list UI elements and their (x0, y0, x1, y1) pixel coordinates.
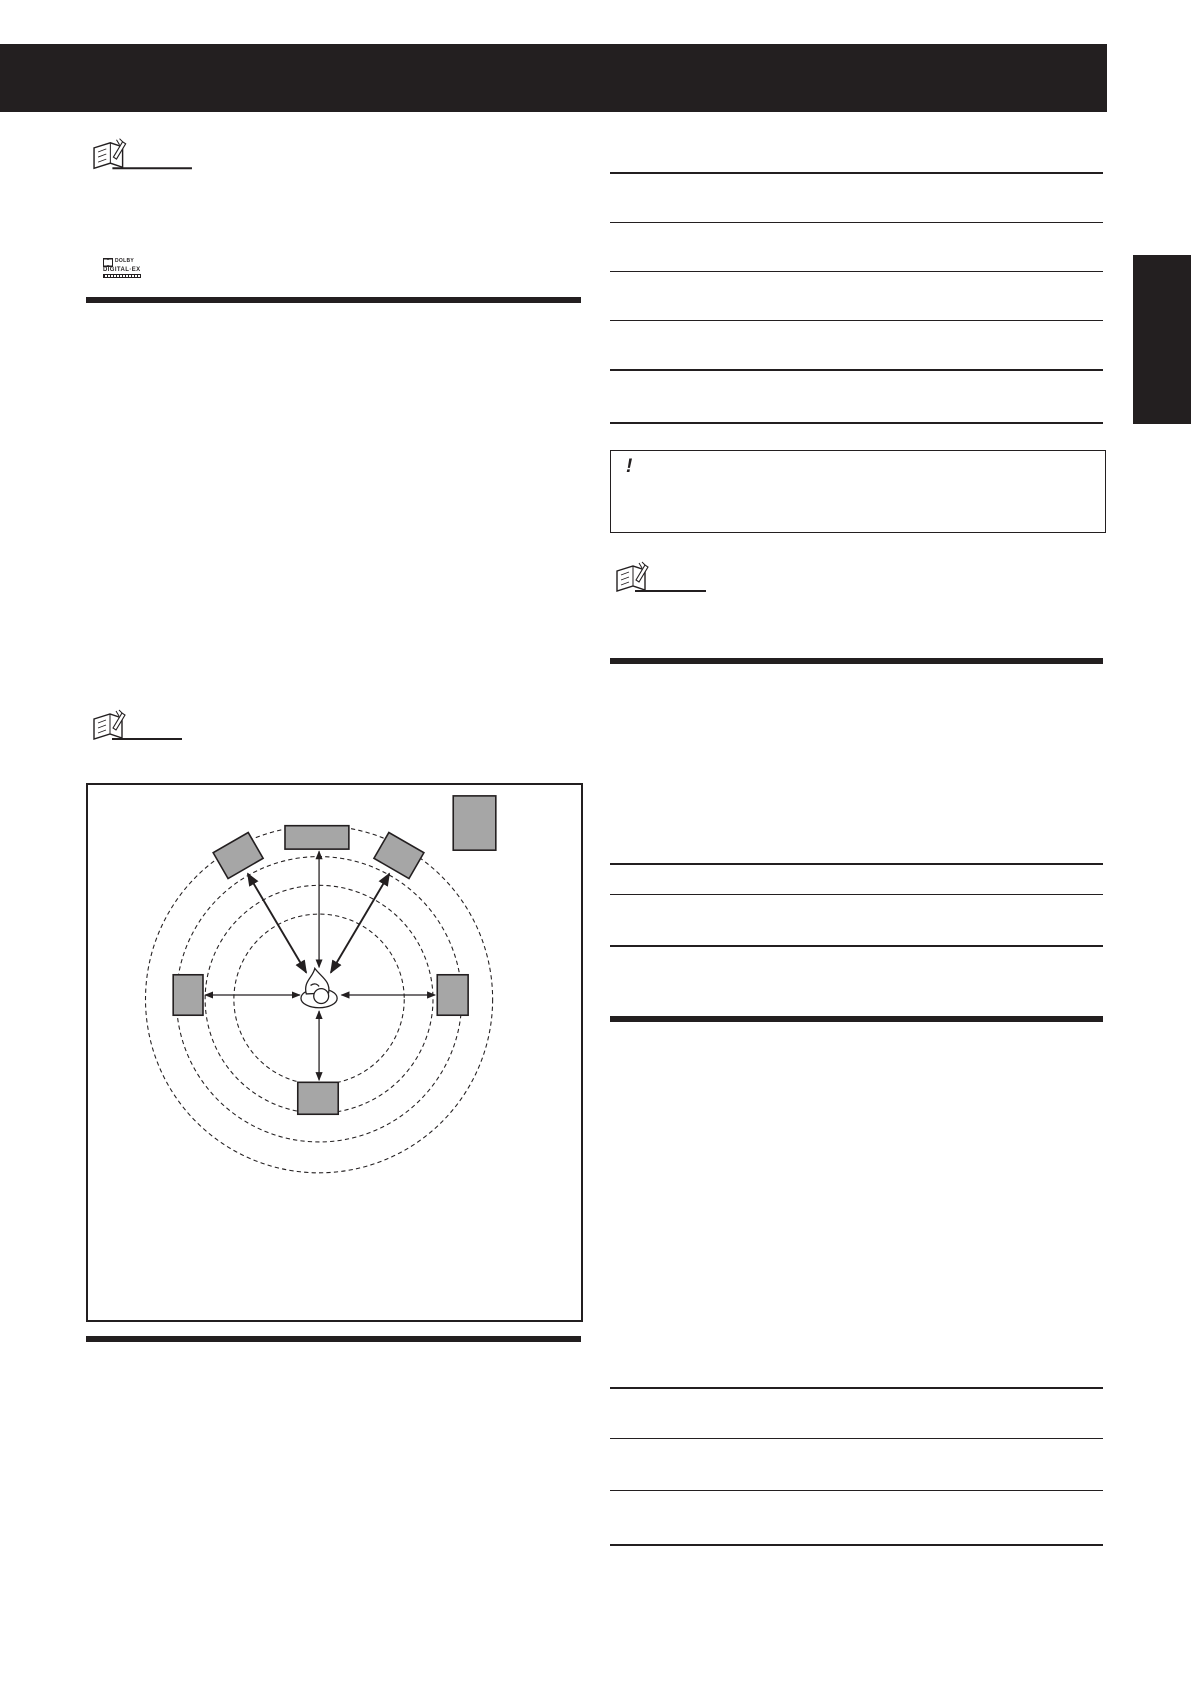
table-rule (610, 422, 1103, 424)
table-rule (610, 1438, 1103, 1439)
caution-box (610, 450, 1106, 533)
exclamation-icon: ! (626, 456, 633, 477)
section-rule (610, 658, 1103, 664)
speaker-layout-diagram (86, 783, 583, 1322)
table-rule (610, 271, 1103, 272)
note-icon (92, 709, 184, 741)
section-rule (86, 297, 581, 303)
center-speaker-icon (285, 826, 349, 849)
right-surround-speaker-icon (437, 975, 468, 1015)
surround-back-speaker-icon (298, 1082, 338, 1114)
note-icon (615, 561, 708, 593)
header-bar (0, 44, 1107, 112)
logo-line-2: DIGITAL·EX (103, 267, 141, 273)
table-rule (610, 945, 1103, 947)
logo-line-3 (103, 274, 141, 278)
subwoofer-icon (453, 796, 496, 850)
listener-icon (301, 968, 337, 1007)
table-rule (610, 320, 1103, 321)
section-rule (86, 1336, 581, 1342)
table-rule (610, 1490, 1103, 1491)
dolby-double-d-icon (103, 258, 113, 267)
logo-line-1: DOLBY (115, 258, 134, 264)
table-rule (610, 863, 1103, 865)
table-rule (610, 1387, 1103, 1389)
speaker-layout-svg (88, 785, 581, 1320)
table-rule (610, 222, 1103, 223)
dolby-digital-ex-logo (103, 258, 145, 279)
table-rule (610, 172, 1103, 174)
side-index-tab (1133, 255, 1191, 424)
note-icon (92, 137, 194, 171)
left-surround-speaker-icon (173, 975, 203, 1015)
table-rule (610, 1544, 1103, 1546)
double-arrow-icon (331, 874, 390, 973)
table-rule (610, 894, 1103, 895)
front-right-speaker-icon (374, 832, 424, 878)
double-arrow-icon (248, 874, 307, 973)
section-rule (610, 1016, 1103, 1022)
table-rule (610, 369, 1103, 371)
